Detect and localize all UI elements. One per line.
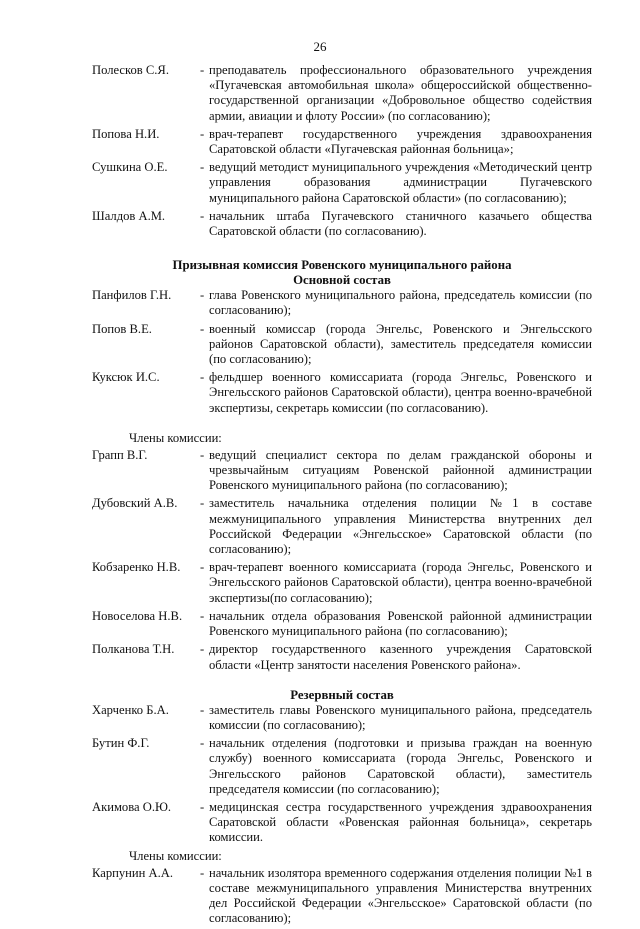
person-position: медицинская сестра государственного учреждения здравоохранения Саратовской области «Ровенская районная больница», секретарь комиссии. [209, 799, 592, 845]
main-composition-title: Основной состав [293, 273, 391, 288]
person-name: Карпунин А.А. [92, 865, 174, 880]
dash-separator: - [200, 702, 205, 717]
dash-separator: - [200, 321, 205, 336]
list-item [92, 322, 592, 368]
reserve-members-list [92, 866, 592, 927]
list-item [92, 736, 592, 797]
list-item [92, 866, 592, 927]
main-members-list [92, 448, 592, 673]
dash-separator: - [200, 799, 205, 814]
person-position: фельдшер военного комиссариата (города Энгельс, Ровенского и Энгельсского районов Саратовской области), центра военно-врачебной экспертизы, секретарь комиссии (по согласованию). [209, 370, 592, 415]
person-name: Дубовский А.В. [92, 496, 178, 511]
list-item [92, 703, 592, 733]
person-name: Сушкина О.Е. [92, 160, 168, 175]
dash-separator: - [200, 560, 205, 575]
document-body [92, 63, 592, 929]
dash-separator: - [200, 370, 205, 385]
person-position: начальник штаба Пугачевского станичного казачьего общества Саратовской области (по согласованию). [209, 208, 592, 239]
list-item [92, 209, 592, 239]
person-name: Полканова Т.Н. [92, 642, 175, 657]
list-item [92, 560, 592, 606]
person-position: врач-терапевт военного комиссариата (города Энгельс, Ровенского и Энгельсского районов Саратовской области), центра военно-врачебной экспертизы(по согласованию); [209, 560, 592, 605]
person-name: Кобзаренко Н.В. [92, 560, 181, 575]
dash-separator: - [200, 642, 205, 657]
list-item [92, 642, 592, 672]
list-item [92, 288, 592, 318]
person-name: Новоселова Н.В. [92, 608, 183, 623]
person-position: врач-терапевт государственного учреждения здравоохранения Саратовской области «Пугачевская районная больница»; [209, 126, 592, 157]
person-position: начальник отдела образования Ровенской районной администрации Ровенского муниципального района (по согласованию); [209, 608, 592, 639]
person-name: Шалдов А.М. [92, 208, 166, 223]
person-position: начальник отделения (подготовки и призыва граждан на военную службу) военного комиссариата (города Энгельс, Ровенского и Энгельсского районов Саратовской области), заместитель председателя комиссии (по согласованию); [209, 736, 592, 796]
dash-separator: - [200, 447, 205, 462]
person-position: заместитель главы Ровенского муниципального района, председатель комиссии (по согласованию); [209, 702, 592, 732]
page-number: 26 [313, 39, 327, 54]
reserve-list [92, 703, 592, 846]
person-name: Куксюк И.С. [92, 370, 160, 385]
person-position: заместитель начальника отделения полиции №1 в составе межмуниципального управления Министерства внутренних дел Российской Федерации «Энгельсское» Саратовской области (по согласованию); [209, 496, 592, 557]
person-name: Попова Н.И. [92, 126, 160, 141]
person-name: Харченко Б.А. [92, 702, 169, 717]
person-position: ведущий методист муниципального учреждения «Методический центр управления образования администрации Пугачевского муниципального района Саратовской области» (по согласованию); [209, 160, 592, 205]
person-position: преподаватель профессионального образовательного учреждения «Пугачевская автомобильная школа» общероссийской общественно-государственной организации «Добровольное общество содействия армии, авиации и флоту России» (по согласованию); [209, 63, 592, 123]
list-item [92, 160, 592, 206]
person-position: директор государственного казенного учреждения Саратовской области «Центр занятости населения Ровенского района». [209, 642, 592, 672]
list-item [92, 63, 592, 124]
main-list [92, 288, 592, 416]
person-position: военный комиссар (города Энгельс, Ровенского и Энгельсского районов Саратовской области), заместитель председателя комиссии (по согласованию); [209, 321, 592, 367]
person-name: Полесков С.Я. [92, 63, 169, 77]
dash-separator: - [200, 865, 205, 880]
list-item [92, 127, 592, 157]
commission-title: Призывная комиссия Ровенского муниципального района [172, 258, 512, 273]
group1-list [92, 63, 592, 239]
list-item [92, 609, 592, 639]
person-name: Грапп В.Г. [92, 447, 148, 462]
dash-separator: - [200, 608, 205, 623]
person-position: глава Ровенского муниципального района, председатель комиссии (по согласованию); [209, 288, 592, 318]
person-position: ведущий специалист сектора по делам гражданской обороны и чрезвычайным ситуациям Ровенской районной администрации Ровенского муниципального района (по согласованию); [209, 447, 592, 493]
dash-separator: - [200, 288, 205, 303]
dash-separator: - [200, 63, 205, 77]
list-item [92, 800, 592, 846]
dash-separator: - [200, 208, 205, 223]
list-item [92, 448, 592, 494]
dash-separator: - [200, 160, 205, 175]
person-name: Бутин Ф.Г. [92, 736, 150, 751]
person-name: Панфилов Г.Н. [92, 288, 172, 303]
reserve-members-label: Члены комиссии: [129, 848, 222, 863]
members-label: Члены комиссии: [129, 430, 222, 445]
reserve-composition-title: Резервный состав [290, 687, 394, 702]
person-position: начальник изолятора временного содержания отделения полиции №1 в составе межмуниципального управления Министерства внутренних дел Российской Федерации «Энгельсское» Саратовской области (по согласованию); [209, 865, 592, 926]
dash-separator: - [200, 126, 205, 141]
dash-separator: - [200, 496, 205, 511]
dash-separator: - [200, 736, 205, 751]
person-name: Попов В.Е. [92, 321, 152, 336]
list-item [92, 370, 592, 416]
person-name: Акимова О.Ю. [92, 799, 172, 814]
list-item [92, 496, 592, 557]
